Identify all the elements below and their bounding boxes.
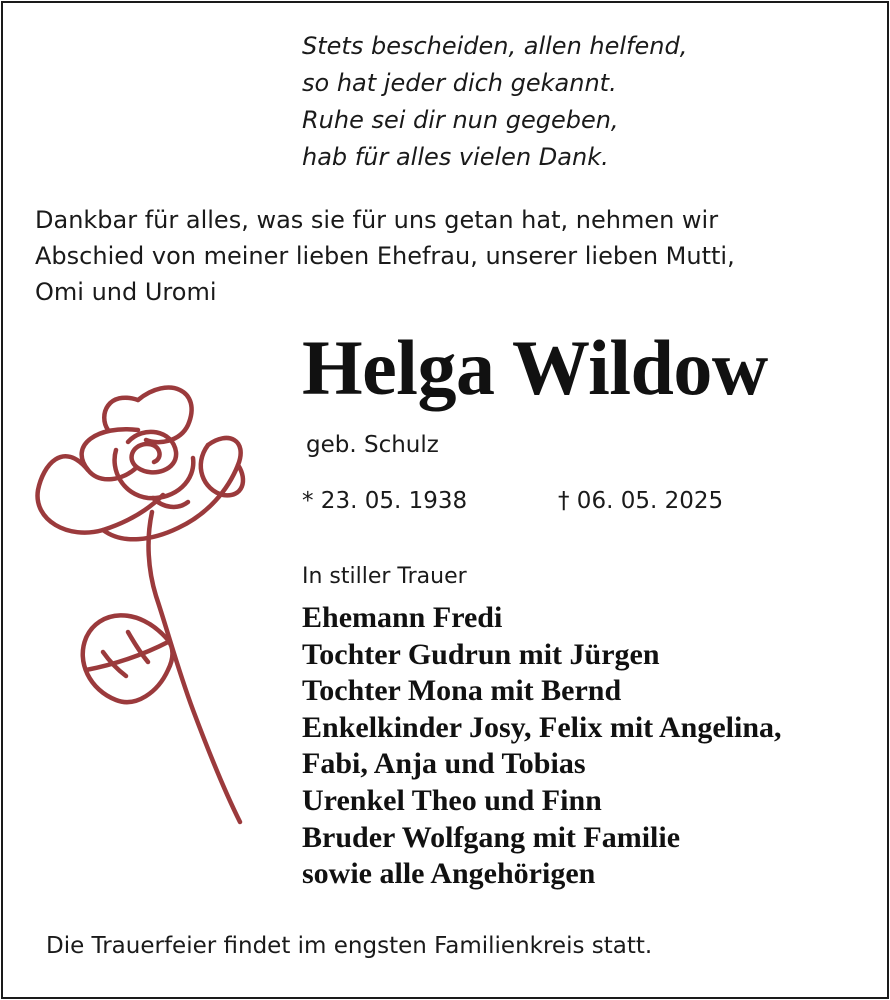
poem-line: Stets bescheiden, allen helfend, [302,32,688,60]
birth-date: * 23. 05. 1938 [302,488,468,514]
maiden-name: geb. Schulz [306,432,439,458]
mourner-line: Tochter Mona mit Bernd [302,674,622,708]
death-date: † 06. 05. 2025 [558,488,724,514]
mourners-heading: In stiller Trauer [302,564,467,589]
funeral-notice: Die Trauerfeier findet im engsten Familienkreis statt. [46,933,653,959]
mourners-list [302,600,782,893]
poem-line: Ruhe sei dir nun gegeben, [302,106,619,134]
farewell-line: Abschied von meiner lieben Ehefrau, unserer lieben Mutti, [35,242,735,270]
farewell-line: Dankbar für alles, was sie für uns getan hat, nehmen wir [35,206,719,234]
memorial-poem [302,28,687,176]
mourner-line: Tochter Gudrun mit Jürgen [302,637,660,671]
mourner-line: Ehemann Fredi [302,601,503,634]
mourner-line: Bruder Wolfgang mit Familie [302,820,681,854]
deceased-name: Helga Wildow [302,324,768,411]
poem-line: so hat jeder dich gekannt. [302,69,617,97]
farewell-text [35,202,855,310]
mourner-line: Fabi, Anja und Tobias [302,747,586,781]
rose-icon [28,370,268,830]
mourner-line: Enkelkinder Josy, Felix mit Angelina, [302,710,782,744]
mourner-line: sowie alle Angehörigen [302,857,596,891]
poem-line: hab für alles vielen Dank. [302,143,609,171]
farewell-line: Omi und Uromi [35,278,217,306]
mourner-line: Urenkel Theo und Finn [302,783,602,817]
